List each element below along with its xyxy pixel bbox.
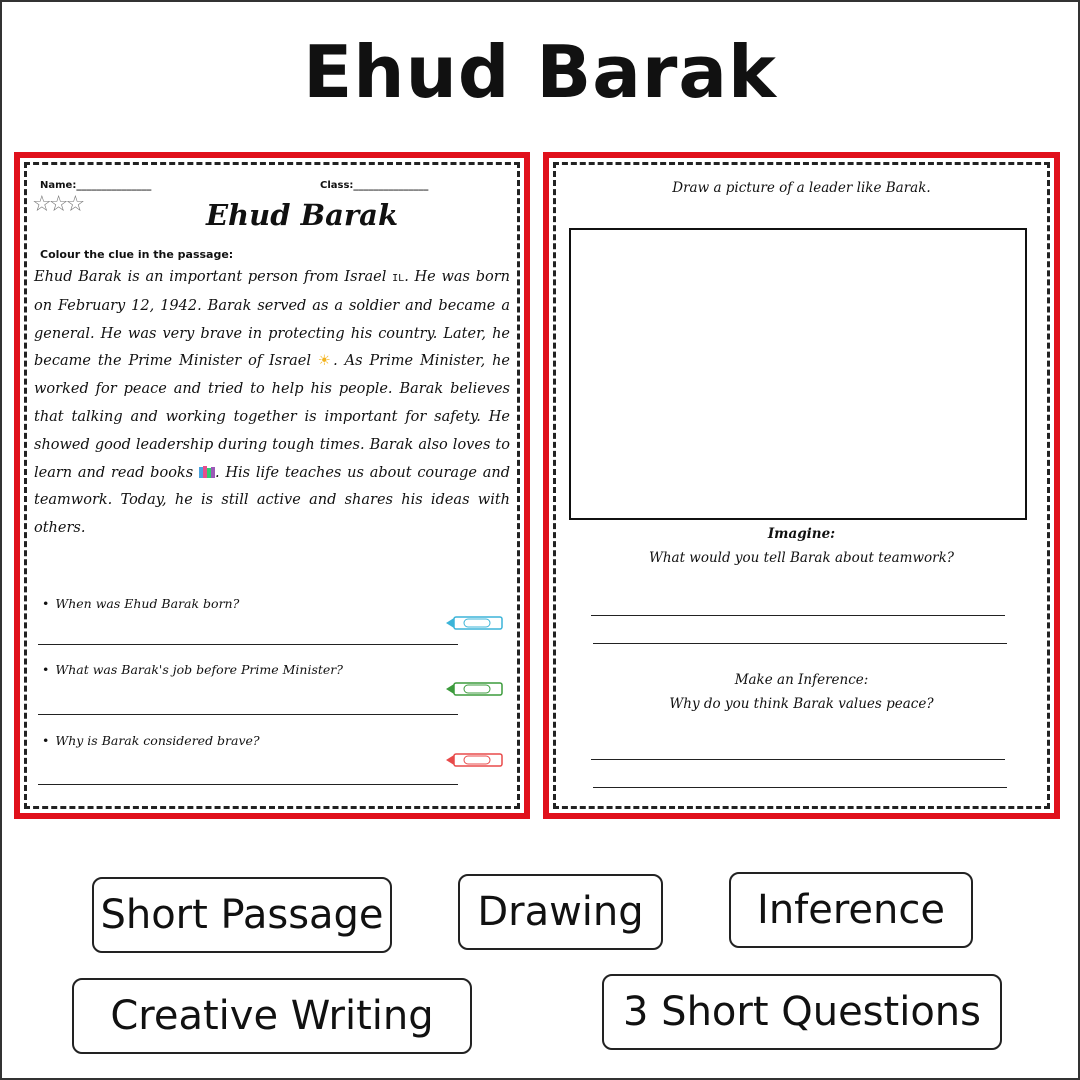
inference-answer-line-1[interactable] [591, 759, 1005, 760]
page-title: Ehud Barak [303, 30, 777, 114]
imagine-answer-line-2[interactable] [593, 643, 1007, 644]
name-field-label: Name:_______________ [40, 180, 152, 191]
israel-flag-icon: IL [392, 273, 405, 284]
tag-drawing: Drawing [458, 874, 663, 950]
draw-prompt: Draw a picture of a leader like Barak. [672, 180, 931, 196]
tag-3-short-questions: 3 Short Questions [602, 974, 1002, 1050]
worksheet-meta-row [40, 180, 504, 196]
worksheet-title: Ehud Barak [205, 198, 399, 232]
inference-answer-line-2[interactable] [593, 787, 1007, 788]
question-2: • What was Barak's job before Prime Minister? [42, 662, 343, 677]
reading-passage: Ehud Barak is an important person from Israel IL. He was born on February 12, 1942. Barak served as a soldier and became a general. He was very brave in protecting his country. Later, he became the Prime Minister of Israel ☀. As Prime Minister, he worked for peace and tried to help his people. Barak believes that talking and working together is important for safety. He showed good leadership during tough times. Barak also loves to learn and read books . His life teaches us about courage and teamwork. Today, he is still active and shares his ideas with others. [34, 269, 510, 537]
imagine-question: What would you tell Barak about teamwork? [648, 550, 955, 566]
imagine-label: Imagine: [767, 526, 836, 542]
answer-line-2[interactable] [38, 714, 458, 715]
crayon-green-icon [446, 680, 506, 698]
answer-line-1[interactable] [38, 644, 458, 645]
passage-instruction: Colour the clue in the passage: [40, 248, 234, 261]
question-1: • When was Ehud Barak born? [42, 596, 240, 611]
tag-creative-writing: Creative Writing [72, 978, 472, 1054]
imagine-answer-line-1[interactable] [591, 615, 1005, 616]
tag-short-passage: Short Passage [92, 877, 392, 953]
class-field-label: Class:_______________ [320, 180, 429, 191]
crayon-red-icon [446, 751, 506, 769]
drawing-area[interactable] [569, 228, 1027, 520]
worksheet-activity-preview [543, 152, 1060, 819]
answer-line-3[interactable] [38, 784, 458, 785]
tag-inference: Inference [729, 872, 973, 948]
worksheet-passage-preview [14, 152, 530, 819]
sun-icon: ☀ [317, 353, 334, 370]
inference-question: Why do you think Barak values peace? [669, 696, 934, 712]
inference-label: Make an Inference: [734, 672, 869, 688]
crayon-blue-icon [446, 614, 506, 632]
question-3: • Why is Barak considered brave? [42, 733, 260, 748]
books-icon [199, 466, 215, 478]
rating-stars-icon: ☆☆☆ [32, 192, 83, 217]
